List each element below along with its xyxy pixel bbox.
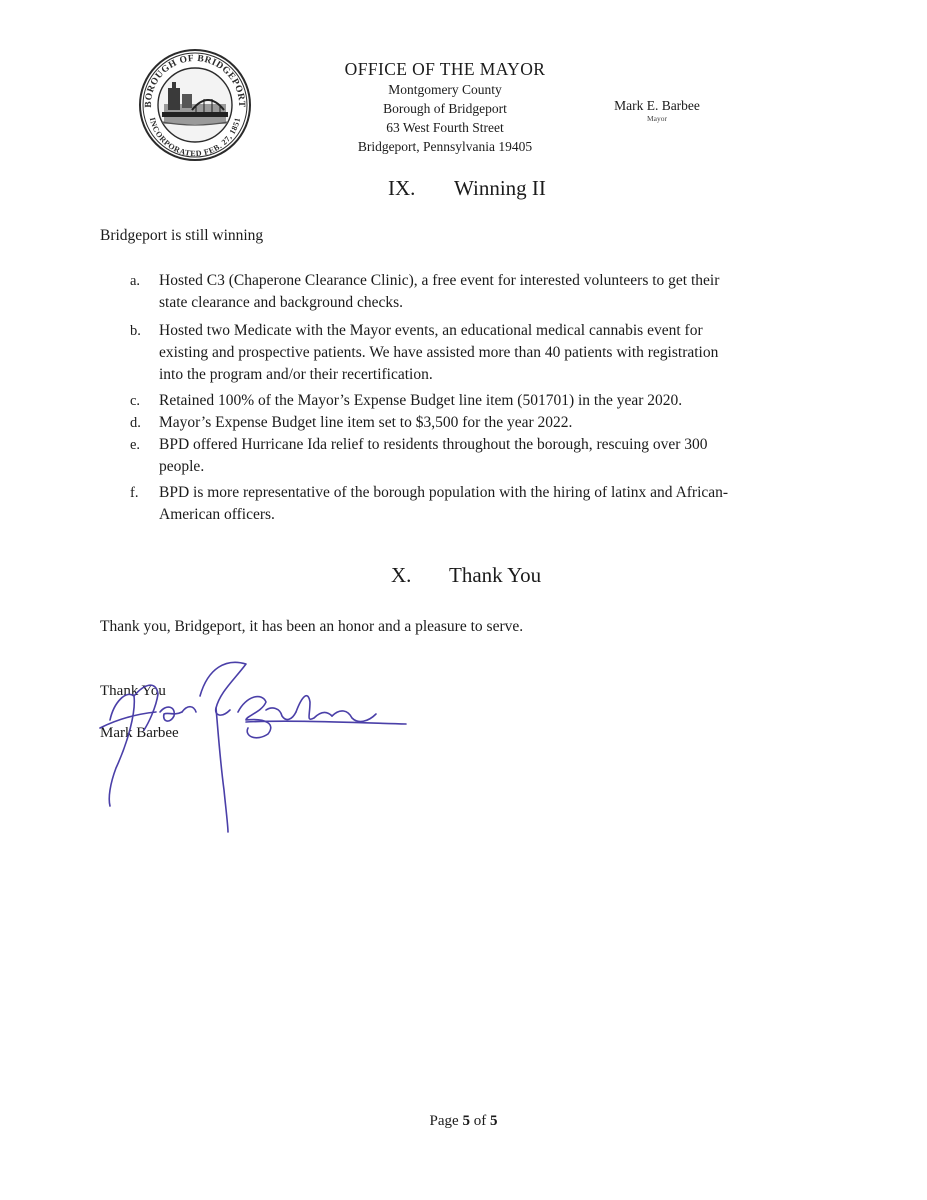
page-prefix: Page [429,1113,459,1129]
list-item-line: BPD offered Hurricane Ida relief to residents throughout the borough, rescuing over 300 [159,436,708,453]
list-item [130,412,830,434]
list-item-line: state clearance and background checks. [159,294,403,311]
borough-line: Borough of Bridgeport [383,101,507,116]
office-title: OFFICE OF THE MAYOR [344,59,546,79]
page-current: 5 [462,1113,470,1129]
list-marker: e. [130,437,141,453]
list-marker: f. [130,485,139,501]
section-heading-winning [388,175,546,201]
section-title: Thank You [449,563,542,587]
city-line: Bridgeport, Pennsylvania 19405 [357,139,533,154]
page-total: 5 [489,1113,498,1129]
mayor-block [612,98,702,124]
handwritten-signature-icon [96,650,416,840]
list-item-line: American officers. [159,506,275,523]
section-number: IX. [388,176,416,200]
section-heading-thank-you [391,562,541,588]
list-item-line: into the program and/or their recertification. [159,366,433,383]
list-marker: a. [130,273,141,289]
list-item-line: existing and prospective patients. We have assisted more than 40 patients with registration [159,344,719,361]
section-number: X. [391,563,412,587]
list-item-line: Hosted C3 (Chaperone Clearance Clinic), a free event for interested volunteers to get their [159,272,720,289]
list-item [130,270,830,314]
mayor-name: Mark E. Barbee [614,98,700,113]
borough-seal-icon [138,48,252,162]
county-line: Montgomery County [388,82,502,97]
section-intro: Bridgeport is still winning [100,227,264,244]
list-item [130,482,830,526]
accomplishments-list [130,266,830,526]
list-item-line: people. [159,458,205,475]
letterhead [330,58,560,156]
section-title: Winning II [454,176,546,200]
signer-name: Mark Barbee [100,725,179,741]
list-item-line: Mayor’s Expense Budget line item set to $3,500 for the year 2022. [159,414,573,431]
street-line: 63 West Fourth Street [386,120,504,135]
list-item [130,320,830,386]
list-item-line: Hosted two Medicate with the Mayor events, an educational medical cannabis event for [159,322,703,339]
list-marker: b. [130,323,141,339]
list-item [130,434,830,478]
mayor-title: Mayor [647,114,667,123]
list-item-line: BPD is more representative of the borough population with the hiring of latinx and African- [159,484,729,501]
closing-text: Thank You [100,683,166,699]
page-number [0,1111,927,1131]
list-item [130,390,830,412]
list-marker: c. [130,393,141,409]
list-item-line: Retained 100% of the Mayor’s Expense Budget line item (501701) in the year 2020. [159,392,683,409]
thank-you-paragraph: Thank you, Bridgeport, it has been an honor and a pleasure to serve. [100,618,524,635]
svg-text:INCORPORATED FEB. 27, 1851: INCORPORATED FEB. 27, 1851 [147,116,243,159]
svg-text:BOROUGH OF BRIDGEPORT: BOROUGH OF BRIDGEPORT [143,53,247,108]
list-marker: d. [130,415,141,431]
page-of: of [473,1113,487,1129]
